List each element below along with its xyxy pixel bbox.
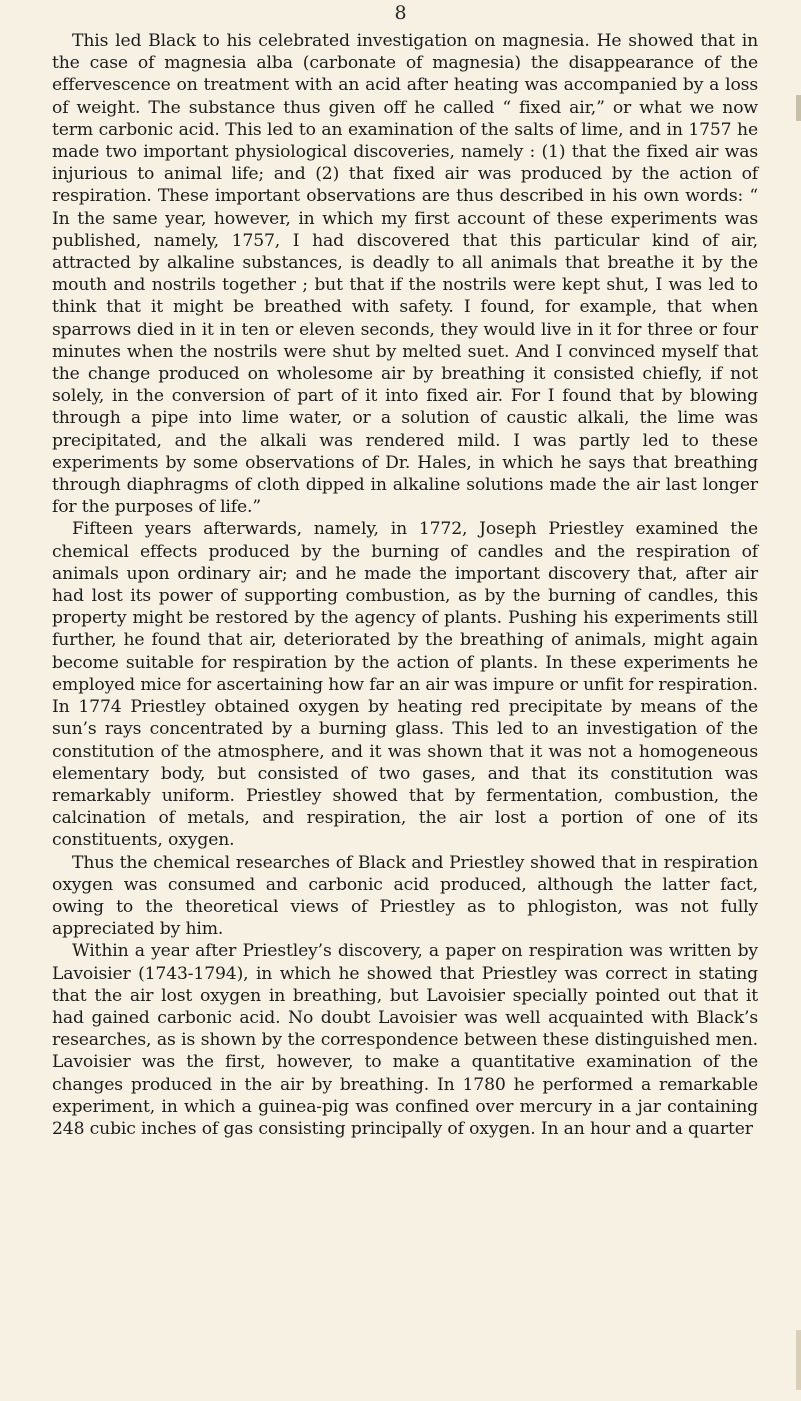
paragraph-black-priestley-summary: Thus the chemical researches of Black and Priestley showed that in respiration oxygen was consumed and carbonic acid produced, although the latter fact, owing to the theoretical views of Priestley as to phlogiston, was not fully appreciated by him. (52, 852, 758, 940)
page-number: 8 (394, 2, 407, 24)
paragraph-black-magnesia: This led Black to his celebrated investigation on magnesia. He showed that in the case of magnesia alba (carbonate of magnesia) the disappearance of the effervescence on treatment with an acid after heating was accompanied by a loss of weight. The substance thus given off he called “ fixed air,” or what we now term carbonic acid. This led to an examination of the salts of lime, and in 1757 he made two important physiological discoveries, namely : (1) that the fixed air was injurious to animal life; and (2) that fixed air was produced by the action of respiration. These important observations are thus described in his own words: “ In the same year, however, in which my first account of these experiments was published, namely, 1757, I had discovered that this particular kind of air, attracted by alkaline substances, is deadly to all animals that breathe it by the mouth and nostrils together ; but that if the nostrils were kept shut, I was led to think that it might be breathed with safety. I found, for example, that when sparrows died in it in ten or eleven seconds, they would live in it for three or four minutes when the nostrils were shut by melted suet. And I convinced myself that the change produced on wholesome air by breathing it consisted chiefly, if not solely, in the conversion of part of it into fixed air. For I found that by blowing through a pipe into lime water, or a solution of caustic alkali, the lime was precipitated, and the alkali was rendered mild. I was partly led to these experiments by some observations of Dr. Hales, in which he says that breathing through diaphragms of cloth dipped in alkaline solutions made the air last longer for the purposes of life.” (52, 31, 758, 518)
page-edge-shadow (796, 1330, 801, 1390)
body-text (52, 30, 758, 1140)
page-edge-shadow (796, 95, 801, 121)
paragraph-lavoisier: Within a year after Priestley’s discovery, a paper on respiration was written by Lavoisier (1743-1794), in which he showed that Priestley was correct in stating that the air lost oxygen in breathing, but Lavoisier specially pointed out that it had gained carbonic acid. No doubt Lavoisier was well acquainted with Black’s researches, as is shown by the correspondence between these distinguished men. Lavoisier was the first, however, to make a quantitative examination of the changes produced in the air by breathing. In 1780 he performed a remarkable experiment, in which a guinea-pig was confined over mercury in a jar containing 248 cubic inches of gas consisting principally of oxygen. In an hour and a quarter (52, 941, 758, 1139)
paragraph-priestley-experiments: Fifteen years afterwards, namely, in 1772, Joseph Priestley examined the chemical effects produced by the burning of candles and the respiration of animals upon ordinary air; and he made the important discovery that, after air had lost its power of supporting combustion, as by the burning of candles, this property might be restored by the agency of plants. Pushing his experiments still further, he found that air, deteriorated by the breathing of animals, might again become suitable for respiration by the action of plants. In these experiments he employed mice for ascertaining how far an air was impure or unfit for respiration. In 1774 Priestley obtained oxygen by heating red precipitate by means of the sun’s rays concentrated by a burning glass. This led to an investigation of the constitution of the atmosphere, and it was shown that it was not a homogeneous elementary body, but consisted of two gases, and that its constitution was remarkably uniform. Priestley showed that by fermentation, combustion, the calcination of metals, and respiration, the air lost a portion of one of its constituents, oxygen. (52, 519, 758, 851)
